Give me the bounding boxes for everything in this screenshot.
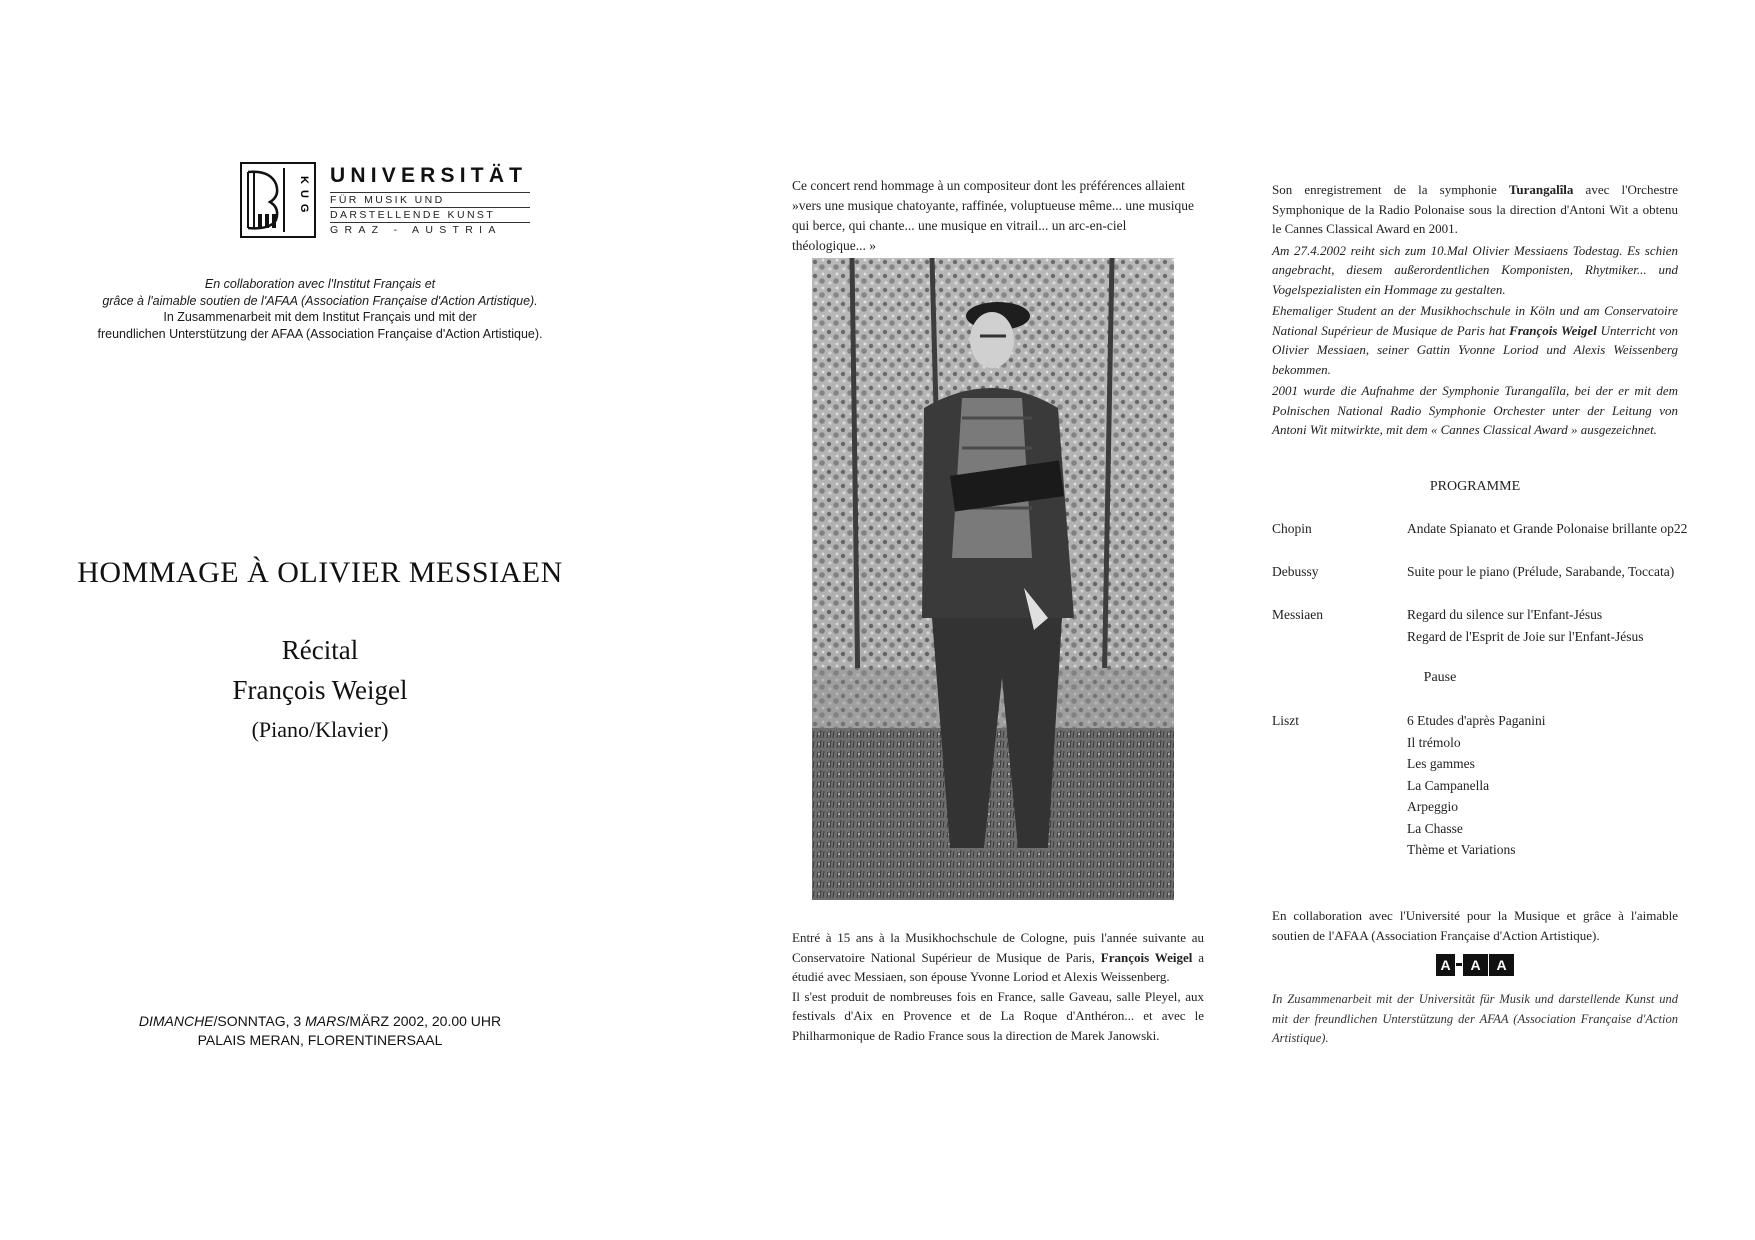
work-title: Andate Spianato et Grande Polonaise brillante op22	[1407, 521, 1688, 536]
works-list	[1407, 561, 1707, 583]
recording-fr	[1272, 180, 1678, 239]
text3c: Unterricht von Olivier Messiaen, seiner Gattin Yvonne Loriod und Alexis Weissenberg bekommen.	[1272, 322, 1678, 377]
recital-block	[0, 630, 640, 750]
date-venue	[0, 1012, 640, 1050]
programme-panel	[1260, 0, 1688, 1240]
text3a: Ehemaliger Student an der Musikhochschule in Köln und am Conservatoire National Supérieur de Musique de Paris hat	[1272, 303, 1678, 338]
recital-label: Récital	[281, 635, 359, 665]
middle-panel	[780, 0, 1210, 1240]
work-title: Il trémolo	[1407, 734, 1461, 750]
work-title: Les gammes	[1407, 756, 1475, 771]
studies-de	[1272, 301, 1678, 379]
text1a: Son enregistrement de la symphonie	[1272, 182, 1509, 197]
award-de: 2001 wurde die Aufnahme der Symphonie Turangalîla, bei der er mit dem Polnischen National Radio Symphonie Orchester unter der Leitung von Antoni Wit mitwirkte, mit dem « Cannes Classical Award » ausgezeichnet.	[1272, 383, 1678, 437]
work-title: Regard du silence sur l'Enfant-Jésus	[1407, 607, 1603, 622]
logo-line-3: GRAZ - AUSTRIA	[330, 222, 530, 236]
cover-panel	[0, 0, 640, 1240]
work-title: Suite pour le piano (Prélude, Sarabande, Toccata)	[1407, 564, 1675, 579]
collab-de-line-1: In Zusammenarbeit mit dem Institut Français und mit der	[163, 310, 477, 324]
logo-line-1: FÜR MUSIK UND	[330, 192, 530, 206]
works-list	[1407, 604, 1707, 647]
collab-university-fr: En collaboration avec l'Université pour la Musique et grâce à l'aimable soutien de l'AFAA (Association Française d'Action Artistique).	[1272, 908, 1678, 943]
bio-text-2: Il s'est produit de nombreuses fois en France, salle Gaveau, salle Pleyel, aux festivals d'Aix en Provence et de La Roque d'Anthéron... et avec le Philharmonique de Radio France sous la direction de Marek Janowski.	[792, 988, 1204, 1043]
concert-title: HOMMAGE À OLIVIER MESSIAEN	[77, 556, 563, 589]
composer-name: Liszt	[1272, 713, 1299, 728]
text1b: Turangalîla	[1508, 182, 1574, 197]
works-list	[1407, 710, 1707, 861]
programme-title: PROGRAMME	[1429, 479, 1521, 494]
work-title: La Campanella	[1407, 777, 1490, 793]
collaboration-note	[0, 276, 640, 342]
anniversary-de: Am 27.4.2002 reiht sich zum 10.Mal Olivier Messiaens Todestag. Es schien angebracht, diesem außerordentlichen Komponisten, Rhytmiker... und Vogelspezialisten ein Hommage zu gestalten.	[1272, 242, 1678, 297]
date-day: DIMANCHE	[138, 1013, 214, 1029]
bio-text-1c: a étudié avec Messiaen, son épouse Yvonne Loriod et Alexis Weissenberg.	[792, 949, 1205, 984]
composer-name: Chopin	[1272, 521, 1312, 536]
work-title: La Chasse	[1407, 820, 1463, 836]
logo-line-2: DARSTELLENDE KUNST	[330, 207, 530, 221]
collab-university-de: In Zusammenarbeit mit der Universität für Musik und darstellende Kunst und mit der freundlichen Unterstützung der AFAA (Association Française d'Action Artistique).	[1272, 992, 1678, 1045]
university-logo	[240, 162, 530, 240]
bio-text-1a: Entré à 15 ans à la Musikhochschule de Cologne, puis l'année suivante au Conservatoire National Supérieur de Musique de Paris,	[792, 930, 1204, 965]
svg-text:A: A	[1496, 957, 1507, 973]
date-rest: /SONNTAG, 3	[213, 1013, 306, 1029]
work-title: Regard de l'Esprit de Joie sur l'Enfant-Jésus	[1407, 628, 1644, 644]
recording-notes	[1272, 180, 1678, 442]
pause-label: Pause	[1423, 670, 1457, 685]
kug-logo-icon	[240, 162, 316, 238]
work-title: 6 Etudes d'après Paganini	[1407, 713, 1546, 728]
collab-de-line-2: freundlichen Unterstützung der AFAA (Association Française d'Action Artistique).	[97, 326, 543, 341]
work-title: Thème et Variations	[1407, 842, 1516, 857]
works-list	[1407, 518, 1707, 540]
work-title: Arpeggio	[1407, 799, 1458, 814]
composer-name: Messiaen	[1272, 607, 1323, 622]
date-tail: /MÄRZ 2002, 20.00 UHR	[345, 1013, 502, 1029]
logo-monogram: KUG	[298, 176, 310, 219]
text1c: avec l'Orchestre Symphonique de la Radio Polonaise sous la direction d'Antoni Wit a obtenu le Cannes Classical Award en 2001.	[1272, 182, 1678, 236]
biography-fr	[792, 928, 1204, 1045]
bio-name: François Weigel	[1100, 949, 1193, 965]
afaa-logo-icon	[1436, 954, 1514, 976]
date-month: MARS	[305, 1013, 346, 1029]
collab-fr-line-2: grâce à l'aimable soutien de l'AFAA (Association Française d'Action Artistique).	[102, 293, 538, 308]
svg-text:A: A	[1470, 957, 1481, 973]
pianist-photo	[812, 258, 1174, 900]
composer-name: Debussy	[1272, 564, 1319, 579]
instrument-label: (Piano/Klavier)	[251, 717, 389, 742]
messiaen-quote: Ce concert rend hommage à un compositeur dont les préférences allaient »vers une musique chatoyante, raffinée, voluptueuse même... une musique qui berce, qui chante... une musique en vitrail... un arc-en-ciel théologique... »	[792, 178, 1195, 253]
concert-venue: PALAIS MERAN, FLORENTINERSAAL	[197, 1032, 443, 1048]
performer-name: François Weigel	[232, 675, 408, 705]
logo-title: UNIVERSITÄT	[330, 164, 528, 187]
concert-date	[0, 1012, 640, 1031]
collab-fr-line-1: En collaboration avec l'Institut Français et	[204, 277, 436, 291]
text3b: François Weigel	[1509, 322, 1597, 338]
svg-text:A: A	[1440, 957, 1451, 973]
